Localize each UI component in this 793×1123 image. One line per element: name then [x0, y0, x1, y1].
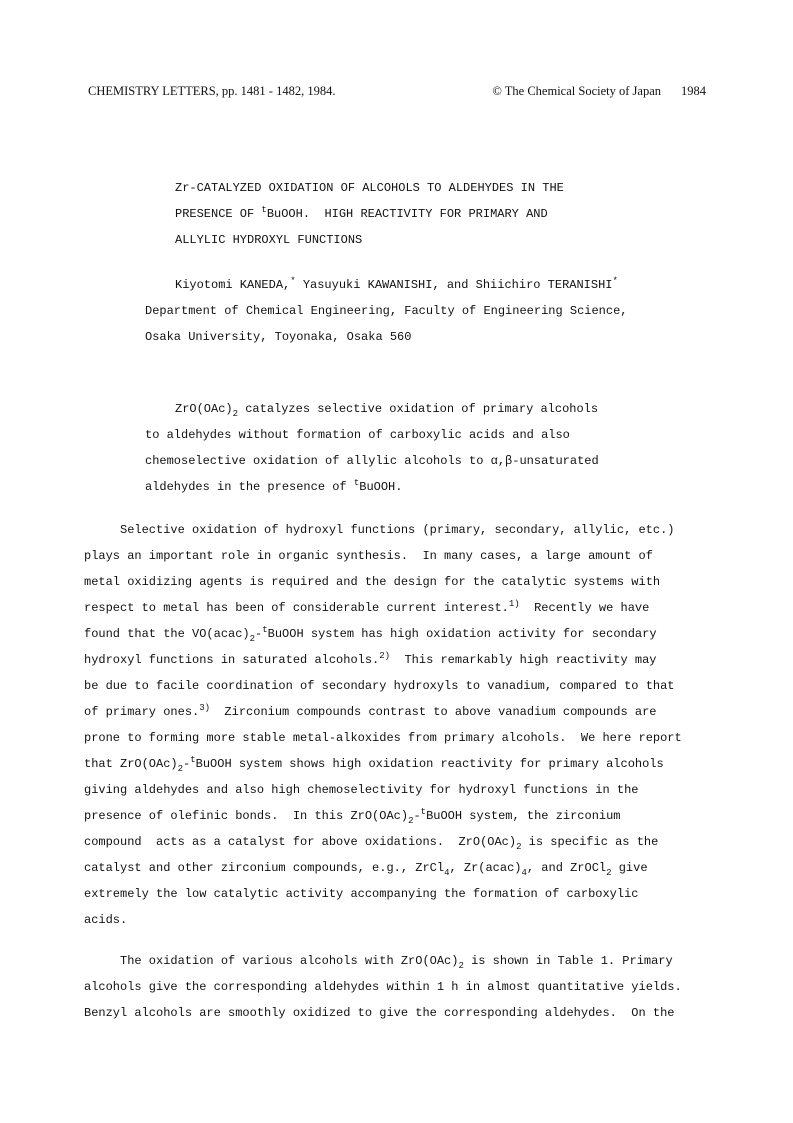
abstract-line-3: chemoselective oxidation of allylic alcohols to α,β-unsaturated: [145, 454, 599, 468]
body-line: of primary ones.$^{3)}$ Zirconium compounds contrast to above vanadium compounds are: [84, 703, 657, 719]
body-line: Selective oxidation of hydroxyl functions (primary, secondary, allylic, etc.): [120, 523, 675, 537]
reference-marker: 3): [199, 703, 211, 713]
corresponding-mark: *: [290, 276, 296, 286]
reference-marker: 1): [508, 599, 520, 609]
society-name: © The Chemical Society of Japan: [492, 84, 661, 98]
publication-year: 1984: [681, 84, 706, 98]
body-line: respect to metal has been of considerable current interest.$^{1)}$ Recently we have: [84, 599, 650, 615]
body-line: alcohols give the corresponding aldehydes within 1 h in almost quantitative yields.: [84, 980, 682, 994]
body-line: Benzyl alcohols are smoothly oxidized to give the corresponding aldehydes. On the: [84, 1006, 675, 1020]
abstract-line-1: $ZrO(OAc)_2$ catalyzes selective oxidation of primary alcohols: [175, 402, 599, 419]
reference-marker: 2): [379, 651, 391, 661]
body-line: hydroxyl functions in saturated alcohols.$^{2)}$ This remarkably high reactivity may: [84, 651, 657, 667]
body-line: giving aldehydes and also high chemoselectivity for hydroxyl functions in the: [84, 783, 639, 797]
running-header: [88, 84, 706, 100]
journal-name: CHEMISTRY LETTERS,: [88, 84, 219, 98]
abstract-line-4: aldehydes in the presence of $^t$BuOOH.: [145, 478, 403, 494]
body-line: catalyst and other zirconium compounds, e.g., ZrCl$_4$, $Zr(acac)_4$, and ZrOCl$_2$ give: [84, 861, 648, 878]
copyright-notice: [492, 84, 706, 99]
corresponding-mark: *: [612, 276, 618, 286]
body-line: found that the $VO(acac)_2-^tBuOOH$ system has high oxidation activity for secondary: [84, 625, 657, 644]
journal-citation: [88, 84, 335, 99]
body-line: presence of olefinic bonds. In this $ZrO(OAc)_2-^tBuOOH$ system, the zirconium: [84, 807, 621, 826]
title-line-2: PRESENCE OF $^t$BuOOH. HIGH REACTIVITY FOR PRIMARY AND: [175, 205, 548, 221]
affiliation-line-1: Department of Chemical Engineering, Faculty of Engineering Science,: [145, 304, 628, 318]
journal-pages: pp. 1481 - 1482, 1984.: [221, 84, 336, 98]
abstract-line-2: to aldehydes without formation of carboxylic acids and also: [145, 428, 570, 442]
body-line: prone to forming more stable metal-alkoxides from primary alcohols. We here report: [84, 731, 682, 745]
body-line: metal oxidizing agents is required and the design for the catalytic systems with: [84, 575, 661, 589]
affiliation-line-2: Osaka University, Toyonaka, Osaka 560: [145, 330, 412, 344]
body-line: compound acts as a catalyst for above oxidations. $ZrO(OAc)_2$ is specific as the: [84, 835, 659, 852]
author-list: Kiyotomi KANEDA,* Yasuyuki KAWANISHI, and Shiichiro TERANISHI*: [175, 276, 618, 292]
body-line: that $ZrO(OAc)_2-^tBuOOH$ system shows high oxidation reactivity for primary alcohols: [84, 755, 664, 774]
title-line-3: ALLYLIC HYDROXYL FUNCTIONS: [175, 233, 363, 247]
body-line: be due to facile coordination of secondary hydroxyls to vanadium, compared to that: [84, 679, 675, 693]
body-line: extremely the low catalytic activity accompanying the formation of carboxylic: [84, 887, 639, 901]
body-line: The oxidation of various alcohols with $ZrO(OAc)_2$ is shown in Table 1. Primary: [120, 954, 673, 971]
title-line-1: Zr-CATALYZED OXIDATION OF ALCOHOLS TO ALDEHYDES IN THE: [175, 181, 564, 195]
body-line: acids.: [84, 913, 128, 927]
body-line: plays an important role in organic synthesis. In many cases, a large amount of: [84, 549, 653, 563]
